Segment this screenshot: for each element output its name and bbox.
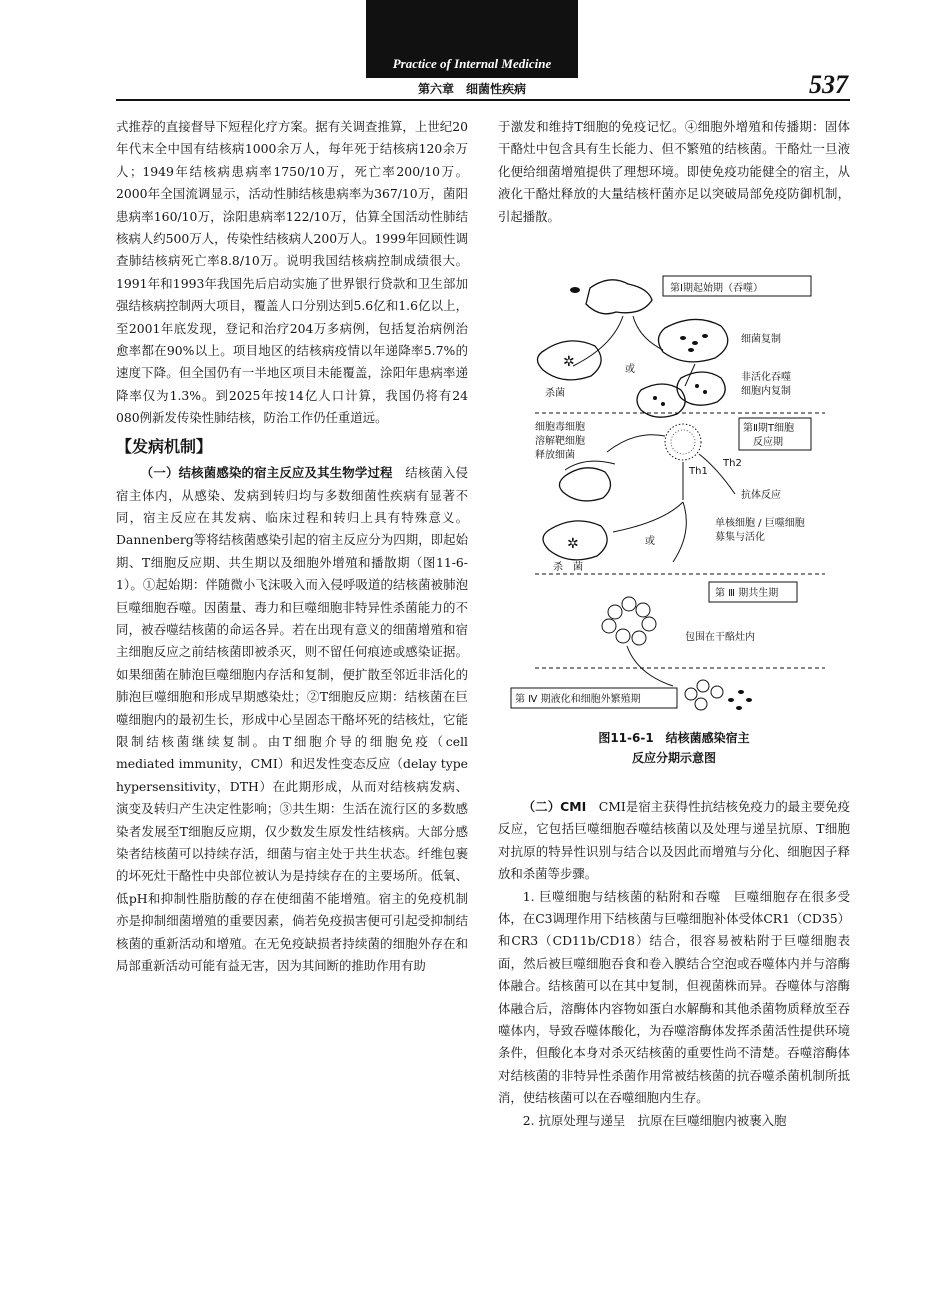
caption-line: 反应分期示意图: [631, 751, 716, 765]
macrophage-shape: [586, 280, 652, 314]
arrow-line: [607, 435, 665, 452]
or-label-2: 或: [645, 536, 655, 547]
kill-star: ✲: [563, 354, 575, 370]
section-heading: 【发病机制】: [116, 436, 213, 456]
or-label-1: 或: [625, 364, 635, 375]
left-column: [116, 116, 468, 977]
subsection-heading: （一）结核菌感染的宿主反应及其生物学过程: [140, 465, 393, 481]
right-column-top: [498, 116, 850, 228]
paragraph: 2. 抗原处理与递呈 抗原在巨噬细胞内被裹入胞: [522, 1112, 787, 1128]
stage3-label: 第 Ⅲ 期共生期: [715, 588, 779, 599]
ctl-label-a: 细胞毒细胞: [535, 422, 585, 433]
bacterium-mark: [570, 287, 580, 293]
macrophage-shape: [677, 372, 725, 405]
paragraph: [116, 462, 468, 977]
ctl-label-b: 溶解靶细胞: [535, 436, 585, 447]
paragraph-text: 结核菌入侵宿主体内，从感染、发病到转归均与多数细菌性疾病有显著不同，宿主反应在其发病、临床过程和转归上具有特殊意义。Dannenberg等将结核菌感染引起的宿主反应分为四期，即起始期、T细胞反应期、共生期以及细胞外增殖和播散期（图11-6-1）。①起始期：伴随微小飞沫吸入而入侵呼吸道的结核菌被肺泡巨噬细胞吞噬。因菌量、毒力和巨噬细胞非特异性杀菌能力的不同，被吞噬结核菌的命运各异。若在出现有意义的细菌增殖和宿主细胞反应之前结核菌即被杀灭，则不留任何痕迹或感染证据。如果细菌在肺泡巨噬细胞内存活和复制，便扩散至邻近非活化的肺泡巨噬细胞和形成早期感染灶；②T细胞反应期：结核菌在巨噬细胞内的最初生长，形成中心呈固态干酪坏死的结核灶，它能限制结核菌继续复制。由T细胞介导的细胞免疫（cell mediated immunity，CMI）和迟发性变态反应（delay type hypersensitivity，DTH）在此期形成，从而对结核病发病、演变及转归产生决定性影响；③共生期：生活在流行区的多数感染者发展至T细胞反应期，仅少数发生原发性结核病。大部分感染者结核菌可以持续存活，细菌与宿主处于共生状态。纤维包裹的坏死灶干酪性中央部位被认为是持续存在的主要场所。低氧、低pH和抑制性脂肪酸的存在使细菌不能增殖。宿主的免疫机制亦是抑制细菌增殖的重要因素，倘若免疫损害便可引起受抑制结核菌的重新活动和增殖。在无免疫缺损者持续菌的细胞外存在和局部重新活动可能有益无害，因为其间断的推助作用有助: [116, 465, 469, 974]
mono-label-b: 募集与活化: [715, 532, 765, 543]
th2-label: Th2: [723, 458, 742, 469]
t-cell: [665, 424, 701, 460]
chapter-title: 第六章 细菌性疾病: [417, 82, 526, 96]
kill-label-2: 杀 菌: [553, 562, 583, 573]
stage2-label-a: 第Ⅱ期T细胞: [743, 423, 795, 434]
paragraph: 式推荐的直接督导下短程化疗方案。据有关调查推算，上世纪20年代末全中国有结核病1000余万人，每年死于结核病120余万人；1949年结核病患病率1750/10万，死亡率200/10万。2000年全国流调显示，活动性肺结核患病率为367/10万，菌阳患病率160/10万，涂阳患病率122/10万，估算全国活动性肺结核病人约500万人，传染性结核病人200万人。1999年回顾性调查肺结核病死亡率8.8/10万。说明我国结核病控制成绩很大。1991年和1993年我国先后启动实施了世界银行贷款和卫生部加强结核病控制两大项目，覆盖人口分别达到5.6亿和1.6亿以上，至2001年底发现，登记和治疗204万多病例，包括复治病例治愈率都在90%以上。项目地区的结核病疫情以年递降率5.7%的速度下降。但全国仍有一半地区项目未能覆盖，涂阳年患病率递降率仅为1.3%。到2025年按14亿人口计算，我国仍将有24 080例新发传染性肺结核，防治工作仍任重道远。: [116, 119, 468, 426]
stage4-label: 第 Ⅳ 期液化和细胞外繁殖期: [515, 694, 641, 705]
subsection-heading: （二）CMI: [522, 799, 587, 814]
arrow-line: [633, 316, 663, 350]
arrow-line: [565, 461, 615, 470]
figure-11-6-1: [505, 268, 845, 718]
th1-label: Th1: [689, 466, 708, 477]
figure-caption: [498, 728, 850, 768]
kill-label-1: 杀菌: [545, 388, 565, 399]
t-cell-core: [671, 430, 695, 454]
caseous-label: 包围在干酪灶内: [685, 632, 755, 643]
kill-star: ✲: [567, 536, 579, 552]
header-rule: [116, 99, 850, 101]
paragraph: [498, 796, 850, 886]
bacteria-replication-label: 细菌复制: [741, 334, 781, 345]
page-number: 537: [809, 70, 848, 99]
stage2-label-b: 反应期: [753, 437, 783, 448]
granuloma-cluster: [602, 597, 656, 645]
caption-line: 图11-6-1 结核菌感染宿主: [598, 731, 750, 745]
macrophage-shape: [559, 468, 610, 501]
inactive-mac-label: 非活化吞噬: [741, 372, 791, 383]
mono-label-a: 单核细胞 / 巨噬细胞: [715, 518, 805, 529]
paragraph-text: CMI是宿主获得性抗结核免疫力的最主要免疫反应，它包括巨噬细胞吞噬结核菌以及处理与递呈抗原、T细胞对抗原的特异性识别与结合以及因此而增殖与分化、细胞因子释放和杀菌等步骤。: [498, 799, 851, 882]
ctl-label-c: 释放细菌: [535, 450, 575, 461]
macrophage-shape: [658, 319, 727, 361]
arrow-line: [673, 502, 686, 562]
intracell-rep-label: 细胞内复制: [741, 386, 791, 397]
journal-title: Practice of Internal Medicine: [392, 56, 552, 71]
paragraph: 1. 巨噬细胞与结核菌的粘附和吞噬 巨噬细胞存在很多受体，在C3调理作用下结核菌与巨噬细胞补体受体CR1（CD35）和CR3（CD11b/CD18）结合，很容易被粘附于巨噬细胞表面，然后被巨噬细胞吞食和卷入膜结合空泡或吞噬体内并与溶酶体融合。结核菌可以在其中复制，但视菌株而异。吞噬体与溶酶体融合后，溶酶体内容物如蛋白水解酶和其他杀菌物质释放至吞噬体内，导致吞噬体酸化，为吞噬溶酶体发挥杀菌活性提供环境条件，但酸化本身对杀灭结核菌的重要性尚不清楚。吞噬溶酶体对结核菌的非特异性杀菌作用常被结核菌的抗吞噬杀菌机制所抵消，使结核菌可以在吞噬细胞内生存。: [498, 888, 850, 1106]
figure-diagram: [505, 268, 845, 718]
released-bacteria: [685, 680, 723, 710]
macrophage-shape: [637, 384, 685, 417]
arrow-line: [627, 646, 673, 686]
stage1-label: 第Ⅰ期起始期（吞噬）: [670, 283, 763, 294]
right-column-bottom: [498, 796, 850, 1132]
antibody-label: 抗体反应: [741, 490, 781, 501]
arrow-line: [613, 502, 683, 532]
paragraph: 于激发和维持T细胞的免疫记忆。④细胞外增殖和传播期：固体干酪灶中包含具有生长能力、但不繁殖的结核菌。干酪灶一旦液化便给细菌增殖提供了理想环境。即使免疫功能健全的宿主，从液化干酪灶释放的大量结核杆菌亦足以突破局部免疫防御机制，引起播散。: [498, 119, 850, 224]
